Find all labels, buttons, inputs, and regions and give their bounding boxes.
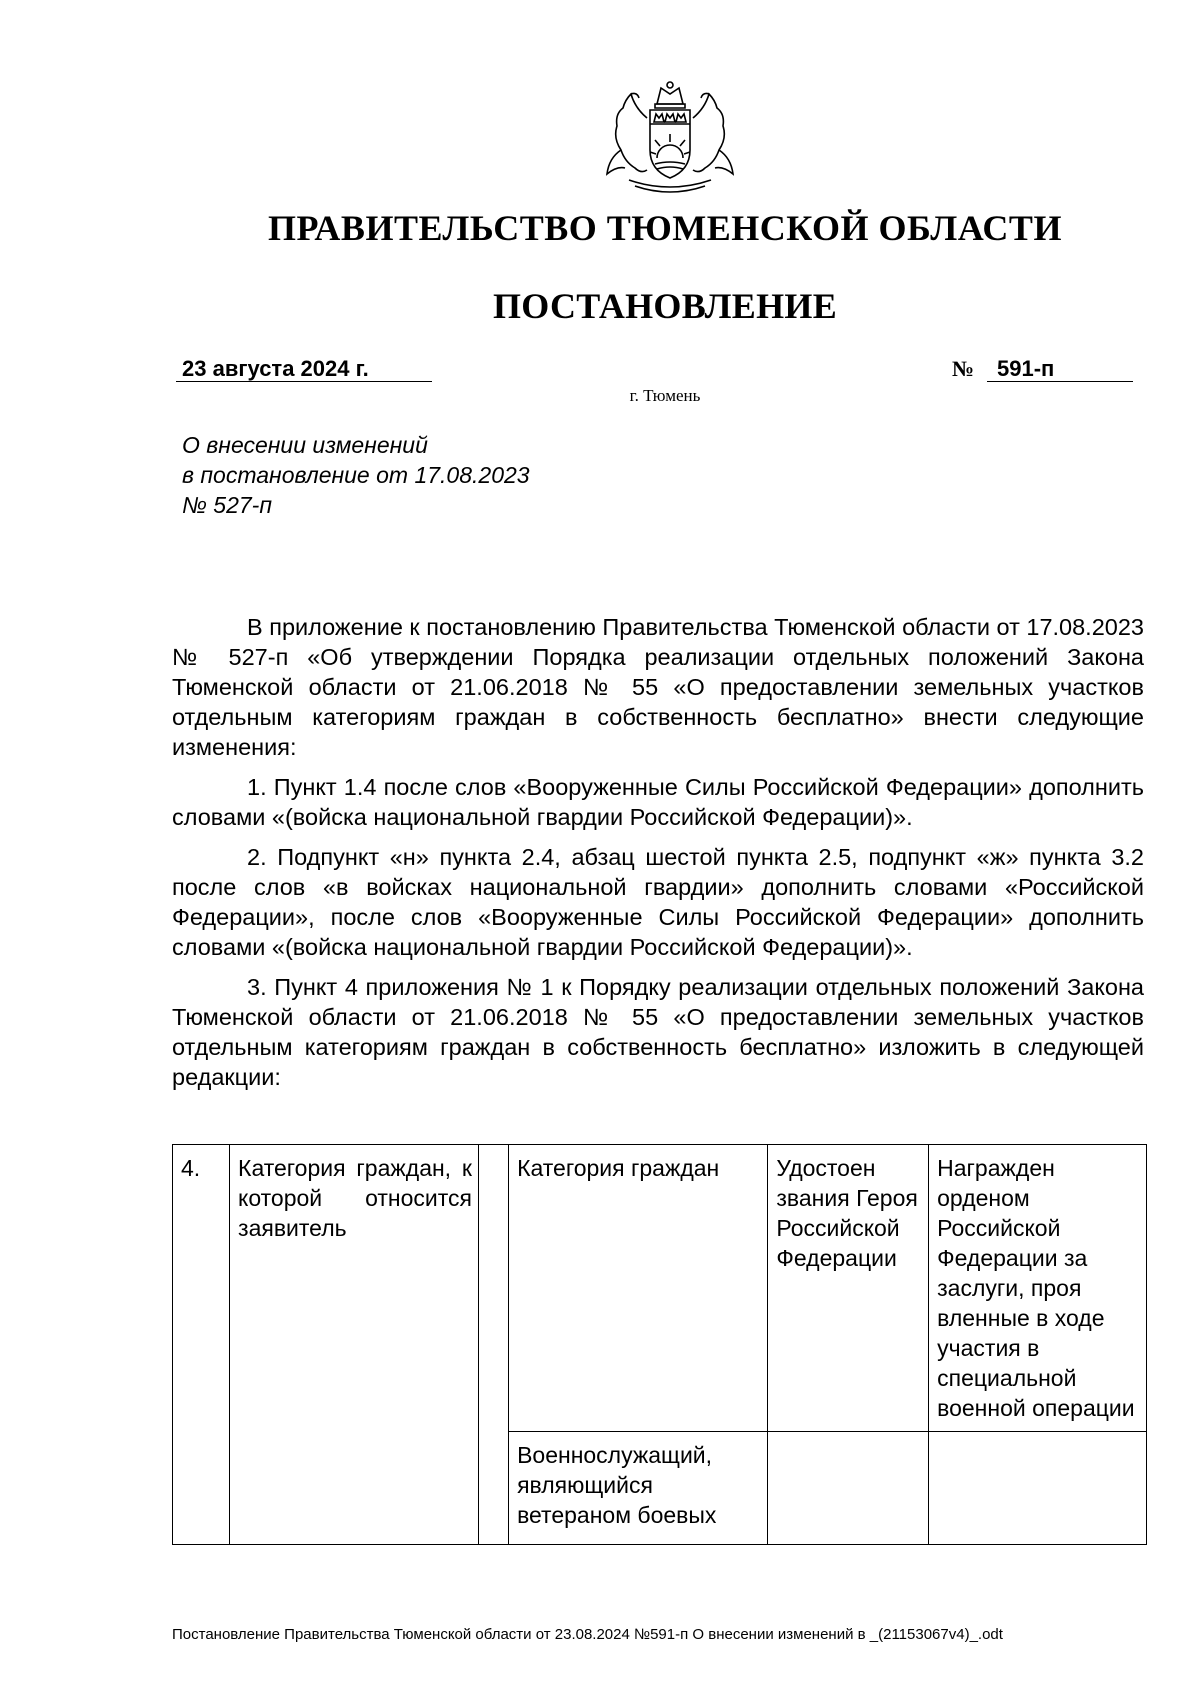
document-date: 23 августа 2024 г. [176,356,432,382]
amendment-paragraph-3: 3. Пункт 4 приложения № 1 к Порядку реализации отдельных положений Закона Тюменской области от 21.06.2018 № 55 «О предоставлении земельных участков отдельным категориям граждан в собственность бесплатно» изложить в следующей редакции: [172,974,1144,1090]
subject-line: в постановление от 17.08.2023 [182,462,530,488]
document-number: 591-п [987,356,1133,382]
document-subject [182,430,682,520]
category-label-cell: Категория граждан, к которой относится заявитель [230,1145,479,1545]
empty-cell [768,1432,929,1545]
empty-cell [478,1145,508,1545]
intro-paragraph: В приложение к постановлению Правительства Тюменской области от 17.08.2023 № 527-п «Об утверждении Порядка реализации отдельных положений Закона Тюменской области от 21.06.2018 № 55 «О предоставлении земельных участков отдельным категориям граждан в собственность бесплатно» внести следующие изменения: [172,614,1144,760]
servicemember-category-cell: Военнослужащий, являющийся ветераном боевых [509,1432,768,1545]
citizen-category-header: Категория граждан [509,1145,768,1432]
table-row [173,1145,1147,1432]
footer-file-reference: Постановление Правительства Тюменской области от 23.08.2024 №591-п О внесении изменений в _(21153067v4)_.odt [172,1626,1003,1643]
city: г. Тюмень [629,386,701,405]
amendment-paragraph-1: 1. Пункт 1.4 после слов «Вооруженные Силы Российской Федерации» дополнить словами «(войска национальной гвардии Российской Федерации)». [172,774,1144,830]
empty-cell [929,1432,1147,1545]
hero-title-header: Удостоен звания Героя Российской Федерации [768,1145,929,1432]
subject-line: О внесении изменений [182,432,428,458]
appendix-table [172,1144,1147,1545]
row-number-cell: 4. [173,1145,230,1545]
document-type-title: ПОСТАНОВЛЕНИЕ [492,286,838,326]
amendment-paragraph-2: 2. Подпункт «н» пункта 2.4, абзац шестой пункта 2.5, подпункт «ж» пункта 3.2 после слов «в войсках национальной гвардии» дополнить словами «Российской Федерации», после слов «Вооруженные Силы Российской Федерации» дополнить словами «(войска национальной гвардии Российской Федерации)». [172,844,1144,960]
number-sign: № [952,356,975,381]
coat-of-arms-icon [595,78,745,198]
document-body [172,612,1144,1102]
government-title: ПРАВИТЕЛЬСТВО ТЮМЕНСКОЙ ОБЛАСТИ [268,208,1062,248]
subject-line: № 527-п [182,492,272,518]
order-award-header: Награжден орденом Российской Федерации за заслуги, проя вленные в ходе участия в специальной военной операции [929,1145,1147,1432]
